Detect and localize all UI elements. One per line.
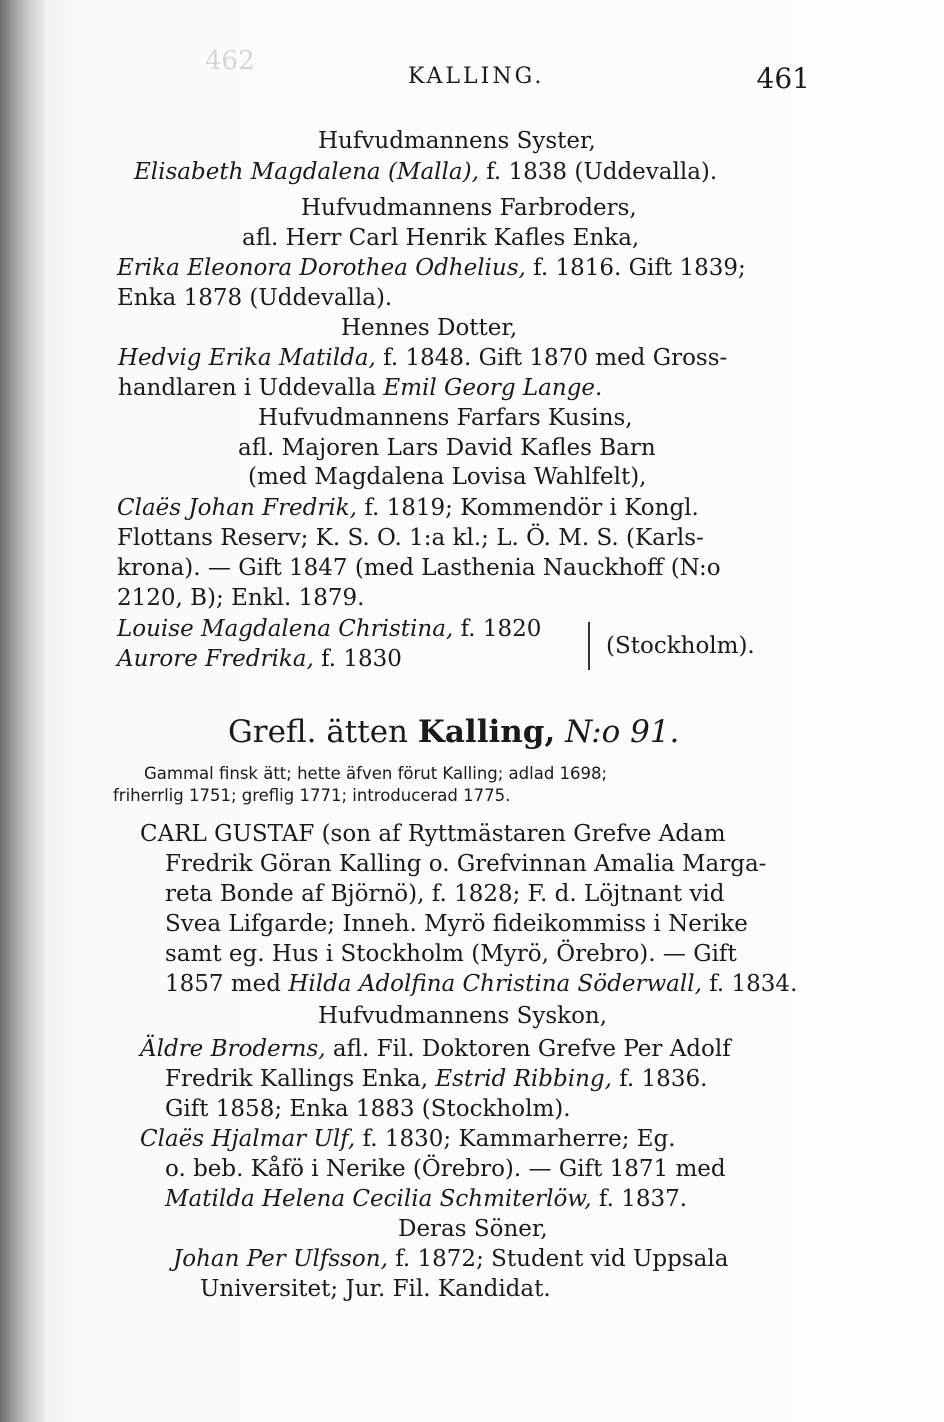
text-line: o. beb. Kåfö i Nerike (Örebro). — Gift 1871 med — [165, 1156, 726, 1182]
text-line: Flottans Reserv; K. S. O. 1:a kl.; L. Ö. M. S. (Karls- — [117, 525, 704, 551]
text-line: Gift 1858; Enka 1883 (Stockholm). — [165, 1096, 571, 1122]
text-line — [134, 158, 717, 186]
book-spine-shadow — [0, 0, 46, 1422]
person-name: Hilda Adolfina Christina Söderwall, — [288, 971, 702, 997]
text-fragment: f. 1819; Kommendör i Kongl. — [364, 495, 699, 521]
running-head: KALLING. — [408, 64, 545, 89]
person-name: Äldre Broderns, — [140, 1036, 326, 1062]
text-fragment: f. 1830 — [321, 646, 402, 672]
text-line — [117, 615, 541, 643]
text-line — [165, 1185, 687, 1213]
text-line — [165, 1065, 707, 1093]
place-note: (Stockholm). — [606, 633, 755, 659]
text-fragment: 1857 med — [165, 971, 281, 997]
text-line: Hufvudmannens Farfars Kusins, — [258, 405, 633, 431]
text-line — [140, 1125, 676, 1153]
person-name: Louise Magdalena Christina, — [117, 616, 454, 642]
text-line: Fredrik Göran Kalling o. Grefvinnan Amalia Marga- — [165, 851, 767, 877]
show-through-page-number: 462 — [205, 46, 255, 76]
person-name: Emil Georg Lange. — [383, 375, 603, 401]
family-number: N:o 91. — [565, 714, 680, 750]
text-line — [140, 1035, 731, 1063]
text-line: 2120, B); Enkl. 1879. — [117, 585, 365, 611]
person-name: Aurore Fredrika, — [117, 646, 314, 672]
text-line: Hennes Dotter, — [341, 315, 518, 341]
text-fragment: f. 1820 — [460, 616, 542, 642]
text-line: CARL GUSTAF (son af Ryttmästaren Grefve Adam — [140, 821, 726, 847]
family-name: Kalling, — [417, 714, 556, 750]
text-line: Enka 1878 (Uddevalla). — [117, 285, 393, 311]
person-name: Elisabeth Magdalena (Malla), — [134, 159, 479, 185]
person-name: Hedvig Erika Matilda, — [118, 345, 376, 371]
text-fragment: f. 1830; Kammarherre; Eg. — [362, 1126, 676, 1152]
text-line: krona). — Gift 1847 (med Lasthenia Nauckhoff (N:o — [117, 555, 721, 581]
text-fragment: handlaren i Uddevalla — [118, 375, 377, 401]
text-fragment: f. 1848. Gift 1870 med Gross- — [383, 345, 728, 371]
text-fragment: f. 1836. — [619, 1066, 708, 1092]
text-line — [173, 1245, 728, 1273]
section-title-prefix: Grefl. ätten — [228, 714, 409, 750]
page-header — [408, 62, 838, 102]
intro-line: friherrlig 1751; greflig 1771; introducerad 1775. — [113, 786, 511, 805]
text-line: Universitet; Jur. Fil. Kandidat. — [200, 1276, 551, 1302]
person-name: Claës Hjalmar Ulf, — [140, 1126, 356, 1152]
text-fragment: f. 1834. — [709, 971, 798, 997]
person-name: Johan Per Ulfsson, — [173, 1246, 388, 1272]
text-fragment: f. 1816. Gift 1839; — [533, 255, 746, 281]
text-line — [117, 494, 699, 522]
text-fragment: afl. Fil. Doktoren Grefve Per Adolf — [332, 1036, 731, 1062]
text-fragment: Fredrik Kallings Enka, — [165, 1066, 429, 1092]
text-line: Deras Söner, — [398, 1216, 548, 1242]
text-line — [117, 254, 746, 282]
text-line: (med Magdalena Lovisa Wahlfelt), — [248, 464, 647, 490]
text-line — [117, 645, 402, 673]
text-line: Svea Lifgarde; Inneh. Myrö fideikommiss i Nerike — [165, 911, 748, 937]
intro-line: Gammal finsk ätt; hette äfven förut Kalling; adlad 1698; — [144, 764, 608, 783]
text-fragment: f. 1837. — [598, 1186, 688, 1212]
text-line: afl. Majoren Lars David Kafles Barn — [238, 435, 656, 461]
text-line: afl. Herr Carl Henrik Kafles Enka, — [242, 225, 640, 251]
text-line — [118, 374, 602, 402]
text-line: Hufvudmannens Syster, — [318, 128, 596, 154]
person-name: Matilda Helena Cecilia Schmiterlöw, — [165, 1186, 592, 1212]
text-line: Hufvudmannens Farbroders, — [301, 195, 637, 221]
person-name: Estrid Ribbing, — [435, 1066, 612, 1092]
text-line: Hufvudmannens Syskon, — [318, 1003, 608, 1029]
brace — [588, 622, 600, 670]
text-fragment: f. 1838 (Uddevalla). — [486, 159, 718, 185]
person-name: Erika Eleonora Dorothea Odhelius, — [117, 255, 526, 281]
text-line — [118, 344, 727, 372]
section-title — [228, 714, 679, 750]
page-number: 461 — [756, 62, 810, 95]
person-name: Claës Johan Fredrik, — [117, 495, 357, 521]
text-line: reta Bonde af Björnö), f. 1828; F. d. Löjtnant vid — [165, 881, 725, 907]
text-fragment: f. 1872; Student vid Uppsala — [395, 1246, 729, 1272]
text-line — [165, 970, 797, 998]
text-line: samt eg. Hus i Stockholm (Myrö, Örebro). — Gift — [165, 941, 737, 967]
